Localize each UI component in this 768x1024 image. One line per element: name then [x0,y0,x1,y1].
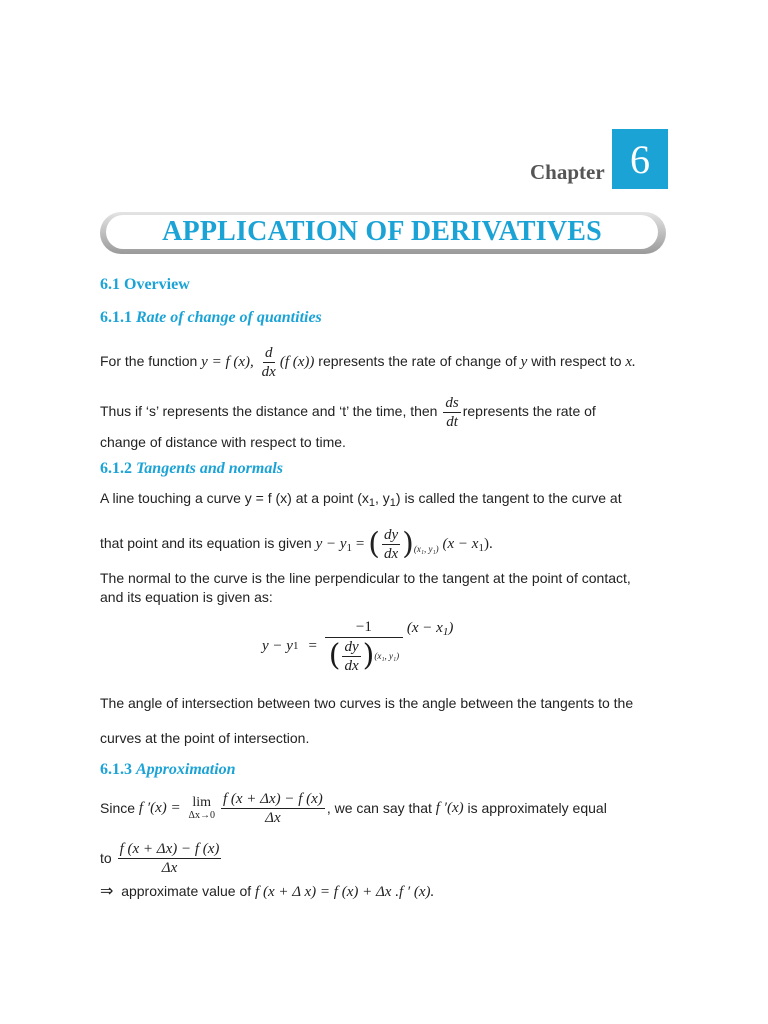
section-heading-6-1-3 [100,761,236,779]
section-heading-overview: 6.1 Overview [100,276,190,293]
math-expr [407,620,453,638]
subscript: 1 [442,626,449,638]
left-paren: ( [368,526,380,562]
text: , we can say that [326,800,432,816]
paragraph-normal-def-cont: and its equation is given as: [100,589,273,605]
text: represents the rate of change of [318,353,517,369]
text: Since [100,800,136,816]
text: with respect to [531,353,622,369]
fraction-dy-dx [342,639,360,674]
text: is approximately equal [467,800,607,816]
frac-numerator: dy [384,526,399,543]
chapter-label: Chapter [530,160,605,184]
math-expr: f ′(x) [435,799,464,816]
text: that point and its equation is given [100,535,312,551]
equals-sign: = [355,536,365,552]
paragraph-rate-of-change [100,342,636,381]
chapter-number-badge: 6 [612,129,668,189]
math-expr: y − y [315,536,347,552]
section-title: Tangents and normals [136,460,284,477]
math-expr: (f (x)) [279,354,315,370]
paragraph-tangent-equation [100,520,493,572]
lim-subscript: Δx→0 [188,809,215,821]
fraction-d-dx [260,345,278,380]
math-expr: f (x + Δ x) = f (x) + Δx .f ′ (x). [255,884,435,900]
fraction-normal [325,619,403,674]
frac-denominator: Δx [265,809,281,826]
text: approximate value of [121,883,252,899]
paragraph-tangent-def [100,490,622,509]
equals-sign: = [308,637,317,654]
text: ) is called the tangent to the curve at [395,490,622,506]
paragraph-approx-value [100,881,434,901]
frac-denominator: dx [384,545,399,562]
left-paren: ( [328,638,341,673]
fraction-difference-quotient [118,841,222,876]
text: , y [374,490,390,506]
math-var: x. [625,354,636,370]
section-title: Rate of change of quantities [136,309,322,326]
fraction-ds-dt [443,395,460,430]
paragraph-distance-time [100,392,668,430]
right-paren: ) [362,638,375,673]
frac-numerator: ds [445,394,459,411]
math-expr: y = f (x), [201,354,254,370]
section-title: Approximation [136,761,236,778]
rhs: (x − x [406,620,443,636]
frac-numerator: dy [344,638,359,655]
point-subscript: (x₁, y₁) [374,651,400,661]
paragraph-derivative-limit [100,786,607,830]
subscript: 1 [346,542,353,554]
math-expr: ). [483,536,493,552]
fraction-dy-dx [382,527,400,562]
math-var: y [520,354,528,370]
paragraph-distance-time-cont: change of distance with respect to time. [100,434,346,450]
section-number: 6.1.3 [100,761,132,778]
frac-numerator: f (x + Δx) − f (x) [119,840,220,857]
text: For the function [100,353,198,369]
point-subscript: (x₁, y₁) [413,544,439,554]
normal-equation [262,614,453,678]
frac-denominator [327,638,401,674]
section-number: 6.1.1 [100,309,132,326]
math-expr: y − y [262,637,293,654]
text: A line touching a curve y = f (x) at a point (x [100,490,369,506]
paragraph-normal-def: The normal to the curve is the line perpendicular to the tangent at the point of contact, [100,570,631,586]
math-expr: f ′(x) = [138,799,181,816]
fraction-difference-quotient [221,791,325,826]
paragraph-angle-intersection: The angle of intersection between two curves is the angle between the tangents to the [100,695,634,711]
paragraph-angle-intersection-cont: curves at the point of intersection. [100,730,310,746]
math-expr: (x − x [442,536,479,552]
implies-arrow: ⇒ [100,881,114,900]
section-number: 6.1.2 [100,460,132,477]
limit-operator [189,796,215,821]
text: to [100,850,112,866]
lim-text: lim [192,794,212,810]
frac-denominator: dx [261,363,276,380]
paragraph-approx-to [100,836,223,880]
frac-numerator: f (x + Δx) − f (x) [222,790,323,807]
frac-numerator: −1 [325,619,403,638]
text: Thus if ‘s’ represents the distance and ‘t’ the time, then [100,403,438,419]
subscript: 1 [368,497,375,509]
frac-denominator: dt [446,413,458,430]
frac-denominator: dx [344,657,359,674]
chapter-title: APPLICATION OF DERIVATIVES [106,215,658,249]
frac-numerator: d [265,344,273,361]
section-heading-6-1-2 [100,460,283,478]
title-banner [100,212,666,254]
text: represents the rate of [462,403,596,419]
section-heading-6-1-1 [100,309,322,327]
subscript: 1 [389,497,396,509]
frac-denominator: Δx [161,859,178,876]
right-paren: ) [402,526,414,562]
rhs-end: ) [448,620,454,636]
subscript: 1 [478,542,484,554]
subscript: 1 [292,640,299,652]
